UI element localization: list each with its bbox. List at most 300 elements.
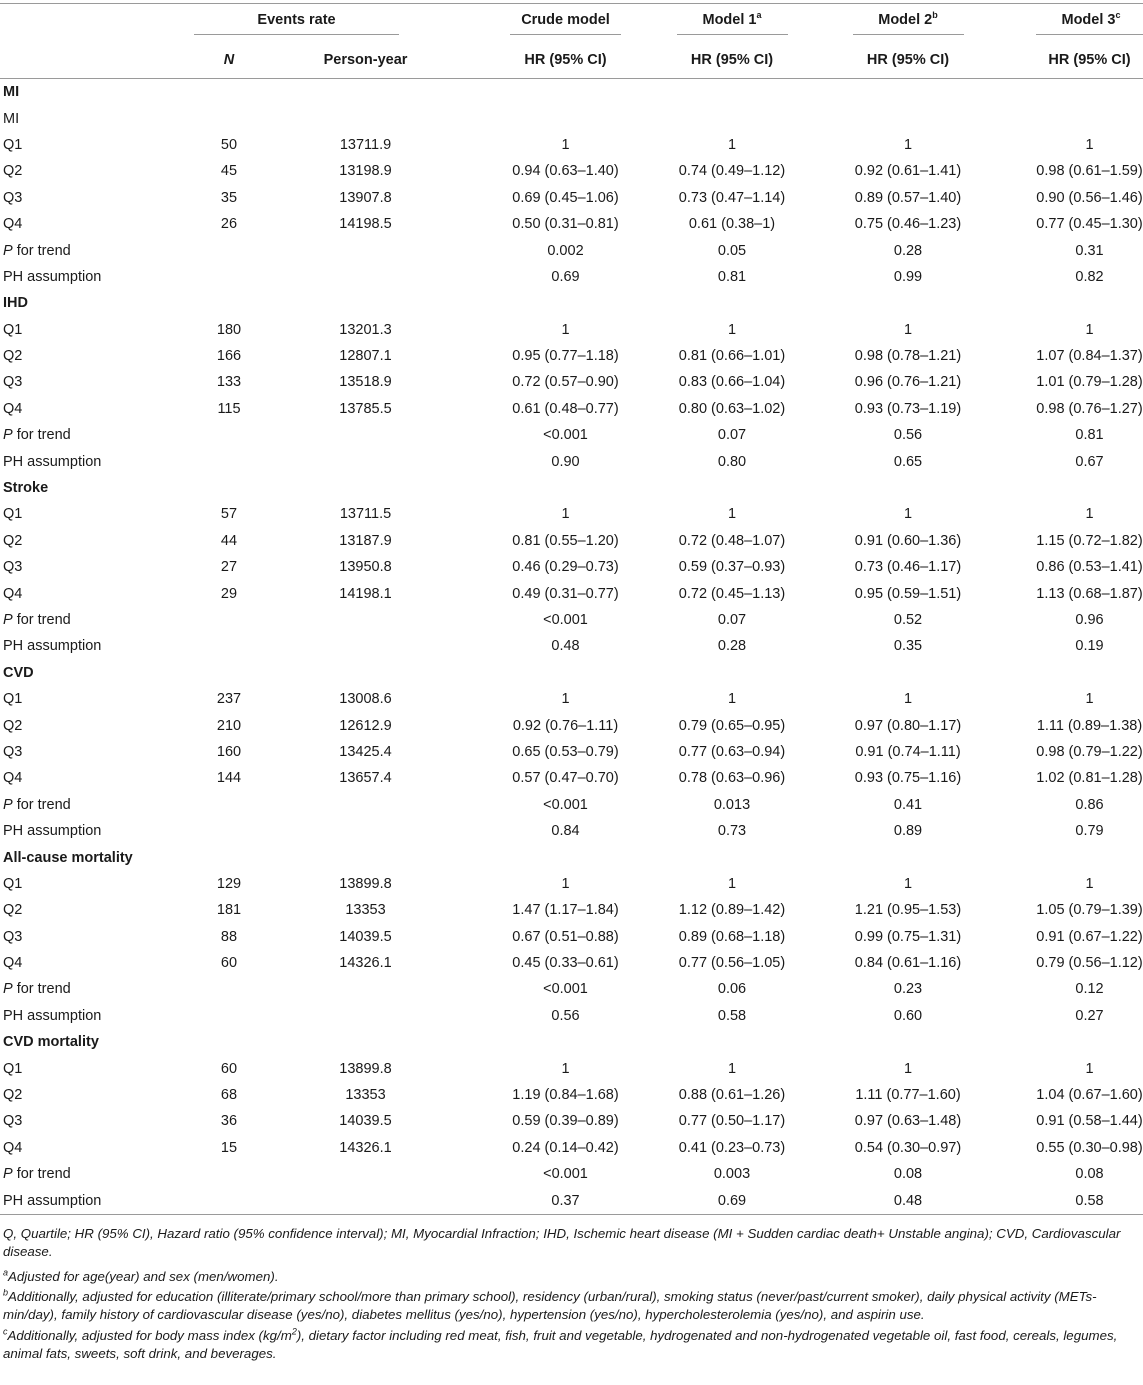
table-row	[0, 369, 1143, 395]
ph-assumption-value: 0.19	[1075, 638, 1104, 655]
person-year: 13353	[345, 902, 386, 919]
quartile-label: Q3	[3, 559, 23, 576]
model3-hr: 1	[1085, 136, 1094, 153]
table-row	[0, 897, 1143, 923]
model2-hr-header: HR (95% CI)	[866, 52, 950, 68]
p-trend-row	[0, 422, 1143, 448]
ph-assumption-value: 0.27	[1075, 1007, 1104, 1024]
table-row	[0, 528, 1143, 554]
table-row	[0, 343, 1143, 369]
model1-hr: 0.77 (0.50–1.17)	[678, 1113, 786, 1130]
person-year: 14198.1	[339, 585, 392, 602]
quartile-label: Q2	[3, 348, 23, 365]
model1-hr-header: HR (95% CI)	[690, 52, 774, 68]
model2-hr: 1.11 (0.77–1.60)	[855, 1087, 961, 1104]
quartile-label: Q4	[3, 1139, 23, 1156]
ph-assumption-value: 0.90	[551, 453, 580, 470]
p-trend-label: P for trend	[3, 612, 71, 628]
events-n: 68	[220, 1087, 238, 1104]
events-n: 210	[216, 717, 242, 734]
table-row	[0, 1108, 1143, 1134]
model2-hr: 0.89 (0.57–1.40)	[854, 189, 962, 206]
footnote-b: $^b$Additionally, adjusted for education (illiterate/primary school/more than primary school), residency (urban/rural), smoking status (never/past/current smoker), daily physical activity (METs-min/day), family history of cardiovascular disease (yes/no), diabetes mellitus (yes/no), hypertension (yes/no), hypercholesterolemia (yes/no), and aspirin use.	[3, 1287, 1097, 1323]
empty-cell	[160, 633, 298, 659]
model1-hr: 1	[727, 136, 737, 153]
crude-hr: 0.67 (0.51–0.88)	[512, 928, 619, 945]
quartile-label: Q2	[3, 717, 23, 734]
table-row	[0, 1135, 1143, 1161]
crude-hr: 0.95 (0.77–1.18)	[512, 348, 619, 365]
crude-hr: 0.59 (0.39–0.89)	[512, 1113, 619, 1130]
person-year: 13187.9	[339, 532, 392, 549]
ph-assumption-value: 0.56	[551, 1007, 580, 1024]
events-n: 180	[216, 321, 242, 338]
p-trend-value: 0.86	[1075, 796, 1104, 813]
model1-hr: 1.12 (0.89–1.42)	[678, 902, 786, 919]
crude-model-header: Crude model	[510, 12, 621, 35]
empty-cell	[298, 976, 433, 1002]
events-n: 144	[216, 770, 242, 787]
person-year: 13899.8	[339, 875, 392, 892]
p-trend-value: 0.28	[893, 242, 923, 259]
footnote-a: $^a$Adjusted for age(year) and sex (men/women).	[3, 1267, 279, 1284]
section-title: MI	[3, 84, 20, 101]
crude-hr: 0.24 (0.14–0.42)	[512, 1139, 619, 1156]
hazard-ratio-table	[0, 4, 1143, 1214]
empty-cell	[298, 264, 433, 290]
model1-hr: 0.78 (0.63–0.96)	[678, 770, 786, 787]
table-row	[0, 185, 1143, 211]
ph-assumption-value: 0.80	[717, 453, 747, 470]
ph-assumption-value: 0.28	[717, 638, 747, 655]
model1-hr: 0.79 (0.65–0.95)	[678, 717, 786, 734]
table-row	[0, 211, 1143, 237]
section-header-row	[0, 660, 1143, 686]
person-year: 13518.9	[339, 374, 392, 391]
events-n: 36	[220, 1113, 238, 1130]
model3-hr: 0.90 (0.56–1.46)	[1036, 189, 1143, 206]
p-trend-label: P for trend	[3, 981, 71, 998]
section-header-row	[0, 475, 1143, 501]
ph-assumption-value: 0.35	[893, 638, 923, 655]
quartile-label: Q2	[3, 163, 23, 180]
model2-header: Model 2$^b$	[853, 12, 964, 35]
p-trend-value: 0.41	[893, 796, 923, 813]
crude-hr: 0.57 (0.47–0.70)	[512, 770, 619, 787]
model3-hr: 0.91 (0.58–1.44)	[1036, 1113, 1143, 1130]
person-year: 13198.9	[339, 163, 392, 180]
p-trend-value: 0.81	[1075, 427, 1104, 444]
quartile-label: Q1	[3, 1060, 23, 1077]
events-n: 50	[220, 136, 238, 153]
model3-hr: 0.77 (0.45–1.30)	[1036, 216, 1143, 233]
model2-hr: 0.98 (0.78–1.21)	[854, 348, 962, 365]
p-trend-value: 0.52	[893, 612, 923, 628]
ph-assumption-row	[0, 448, 1143, 474]
ph-assumption-value: 0.37	[551, 1192, 580, 1209]
ph-assumption-label: PH assumption	[3, 638, 102, 655]
events-n: 166	[216, 348, 242, 365]
table-header	[0, 4, 1143, 79]
table-row	[0, 871, 1143, 897]
table-row	[0, 712, 1143, 738]
quartile-label: Q1	[3, 691, 23, 708]
crude-hr: 0.50 (0.31–0.81)	[512, 216, 619, 233]
p-trend-label: P for trend	[3, 427, 71, 444]
model3-hr: 0.98 (0.79–1.22)	[1036, 743, 1143, 760]
section-title: CVD mortality	[3, 1034, 99, 1051]
quartile-label: Q3	[3, 743, 23, 760]
footnotes	[0, 1215, 1143, 1364]
empty-cell	[160, 1187, 298, 1213]
section-title: Stroke	[3, 480, 49, 497]
ph-assumption-value: 0.79	[1075, 823, 1104, 840]
person-year: 13907.8	[339, 189, 392, 206]
p-trend-value: 0.08	[1075, 1166, 1104, 1183]
events-n: 60	[220, 1060, 238, 1077]
p-trend-value: 0.96	[1075, 612, 1104, 628]
events-n: 45	[220, 163, 238, 180]
person-year-header: Person-year	[323, 52, 408, 68]
model3-header: Model 3$^c$	[1036, 12, 1143, 35]
p-trend-row	[0, 237, 1143, 263]
ph-assumption-value: 0.48	[893, 1192, 923, 1209]
model1-hr: 0.41 (0.23–0.73)	[678, 1139, 786, 1156]
ph-assumption-value: 0.58	[717, 1007, 747, 1024]
model2-hr: 1	[903, 321, 913, 338]
model3-hr: 0.55 (0.30–0.98)	[1036, 1139, 1143, 1156]
ph-assumption-row	[0, 633, 1143, 659]
ph-assumption-value: 0.89	[893, 823, 923, 840]
person-year: 13201.3	[339, 321, 392, 338]
footnote-abbreviations: Q, Quartile; HR (95% CI), Hazard ratio (95% confidence interval); MI, Myocardial Infraction; IHD, Ischemic heart disease (MI + Sudden cardiac death+ Unstable angina); CVD, Cardiovascular disease.	[3, 1225, 1121, 1260]
person-year: 14326.1	[339, 1139, 392, 1156]
events-n: 237	[216, 691, 242, 708]
crude-hr: 1.19 (0.84–1.68)	[512, 1087, 619, 1104]
model1-hr: 1	[727, 691, 737, 708]
header-row-1	[0, 4, 1143, 42]
p-trend-value: 0.07	[717, 612, 747, 628]
model2-hr: 0.93 (0.73–1.19)	[854, 400, 962, 417]
person-year: 13425.4	[339, 743, 392, 760]
quartile-label: Q4	[3, 770, 23, 787]
crude-hr: 1	[561, 136, 570, 153]
empty-cell	[298, 1187, 433, 1213]
model3-hr: 1.13 (0.68–1.87)	[1036, 585, 1143, 602]
empty-cell	[298, 237, 433, 263]
model2-hr: 0.95 (0.59–1.51)	[854, 585, 962, 602]
events-n: 57	[220, 506, 238, 523]
model2-hr: 0.75 (0.46–1.23)	[854, 216, 962, 233]
p-trend-value: <0.001	[543, 981, 588, 998]
events-rate-header: Events rate	[194, 12, 399, 35]
model1-hr: 0.88 (0.61–1.26)	[678, 1087, 786, 1104]
model3-hr: 1	[1085, 875, 1094, 892]
p-trend-label: P for trend	[3, 796, 71, 813]
crude-hr: 0.45 (0.33–0.61)	[512, 955, 619, 972]
table-row	[0, 132, 1143, 158]
p-trend-value: <0.001	[543, 612, 588, 628]
quartile-label: Q1	[3, 136, 23, 153]
person-year: 14198.5	[339, 216, 392, 233]
quartile-label: Q3	[3, 374, 23, 391]
model2-hr: 0.84 (0.61–1.16)	[854, 955, 962, 972]
person-year: 13899.8	[339, 1060, 392, 1077]
model1-hr: 0.72 (0.45–1.13)	[678, 585, 786, 602]
model1-hr: 0.89 (0.68–1.18)	[678, 928, 786, 945]
person-year: 12612.9	[339, 717, 392, 734]
model2-hr: 0.96 (0.76–1.21)	[854, 374, 962, 391]
model1-header: Model 1$^a$	[677, 12, 788, 35]
model2-hr: 0.97 (0.63–1.48)	[854, 1113, 962, 1130]
empty-cell	[160, 448, 298, 474]
table-row	[0, 580, 1143, 606]
model1-hr: 1	[727, 1060, 737, 1077]
model1-hr: 1	[727, 875, 737, 892]
section-header-row	[0, 1029, 1143, 1055]
crude-hr: 0.61 (0.48–0.77)	[512, 400, 619, 417]
ph-assumption-row	[0, 1003, 1143, 1029]
model1-hr: 0.77 (0.63–0.94)	[678, 743, 786, 760]
model1-hr: 0.83 (0.66–1.04)	[678, 374, 786, 391]
ph-assumption-value: 0.48	[551, 638, 580, 655]
ph-assumption-value: 0.69	[717, 1192, 747, 1209]
p-trend-value: 0.002	[547, 242, 584, 259]
crude-hr: 0.46 (0.29–0.73)	[512, 559, 619, 576]
p-trend-value: 0.003	[713, 1166, 751, 1183]
quartile-label: Q1	[3, 875, 23, 892]
p-trend-row	[0, 792, 1143, 818]
ph-assumption-label: PH assumption	[3, 1007, 102, 1024]
model3-hr: 1.01 (0.79–1.28)	[1036, 374, 1143, 391]
ph-assumption-value: 0.65	[893, 453, 923, 470]
model1-hr: 0.77 (0.56–1.05)	[678, 955, 786, 972]
model1-hr: 0.80 (0.63–1.02)	[678, 400, 786, 417]
p-trend-row	[0, 607, 1143, 633]
model2-hr: 1.21 (0.95–1.53)	[854, 902, 962, 919]
model3-hr: 0.86 (0.53–1.41)	[1036, 559, 1143, 576]
model3-hr: 0.91 (0.67–1.22)	[1036, 928, 1143, 945]
quartile-label: Q1	[3, 321, 23, 338]
model1-hr: 0.61 (0.38–1)	[688, 216, 776, 233]
header-row-2	[0, 42, 1143, 79]
table-row	[0, 554, 1143, 580]
p-trend-value: 0.08	[893, 1166, 923, 1183]
quartile-label: Q2	[3, 1087, 23, 1104]
model3-hr: 1.07 (0.84–1.37)	[1036, 348, 1143, 365]
empty-cell	[298, 422, 433, 448]
crude-hr: 1	[561, 691, 570, 708]
section-title: CVD	[3, 664, 34, 681]
ph-assumption-value: 0.73	[717, 823, 747, 840]
events-n: 15	[220, 1139, 238, 1156]
p-trend-value: <0.001	[543, 427, 588, 444]
model1-hr: 1	[727, 321, 737, 338]
p-trend-value: 0.07	[717, 427, 747, 444]
model3-hr: 1	[1085, 321, 1094, 338]
empty-cell	[160, 792, 298, 818]
empty-cell	[160, 422, 298, 448]
p-trend-value: 0.56	[893, 427, 923, 444]
p-trend-value: <0.001	[543, 1166, 588, 1183]
model2-hr: 1	[903, 506, 913, 523]
p-trend-value: 0.31	[1075, 242, 1104, 259]
events-n: 133	[216, 374, 242, 391]
section-subtitle: MI	[3, 110, 20, 127]
table-row	[0, 1055, 1143, 1081]
person-year: 13657.4	[339, 770, 392, 787]
ph-assumption-label: PH assumption	[3, 268, 102, 285]
crude-hr-header: HR (95% CI)	[524, 52, 607, 68]
events-n: 44	[220, 532, 238, 549]
person-year: 13950.8	[339, 559, 392, 576]
empty-cell	[298, 1003, 433, 1029]
model2-hr: 1	[903, 875, 913, 892]
p-trend-row	[0, 1161, 1143, 1187]
quartile-label: Q4	[3, 400, 23, 417]
events-n: 35	[220, 189, 238, 206]
empty-cell	[298, 1161, 433, 1187]
events-n: 160	[216, 743, 242, 760]
quartile-label: Q3	[3, 1113, 23, 1130]
p-trend-value: 0.06	[717, 981, 747, 998]
ph-assumption-value: 0.99	[893, 268, 923, 285]
person-year: 12807.1	[339, 348, 392, 365]
crude-hr: 0.69 (0.45–1.06)	[512, 189, 619, 206]
ph-assumption-value: 0.81	[717, 268, 747, 285]
events-n: 27	[220, 559, 238, 576]
p-trend-label: P for trend	[3, 242, 71, 259]
ph-assumption-label: PH assumption	[3, 453, 102, 470]
model1-hr: 0.74 (0.49–1.12)	[678, 163, 786, 180]
table-row	[0, 158, 1143, 184]
ph-assumption-value: 0.60	[893, 1007, 923, 1024]
quartile-label: Q4	[3, 955, 23, 972]
model1-hr: 0.81 (0.66–1.01)	[678, 348, 786, 365]
model1-hr: 1	[727, 506, 737, 523]
model2-hr: 0.73 (0.46–1.17)	[854, 559, 962, 576]
model3-hr: 1	[1085, 1060, 1094, 1077]
crude-hr: 1.47 (1.17–1.84)	[512, 902, 619, 919]
empty-cell	[298, 633, 433, 659]
section-title: All-cause mortality	[3, 849, 133, 866]
section-subtitle-row	[0, 105, 1143, 131]
quartile-label: Q3	[3, 189, 23, 206]
table-row	[0, 765, 1143, 791]
section-header-row	[0, 844, 1143, 870]
empty-cell	[298, 818, 433, 844]
model2-hr: 0.54 (0.30–0.97)	[854, 1139, 962, 1156]
p-trend-value: <0.001	[543, 796, 588, 813]
model2-hr: 1	[903, 1060, 913, 1077]
model3-hr: 1	[1085, 691, 1094, 708]
table-page	[0, 3, 1143, 1385]
p-trend-value: 0.013	[713, 796, 751, 813]
events-n: 60	[220, 955, 238, 972]
model3-hr: 1.11 (0.89–1.38)	[1036, 717, 1143, 734]
table-row	[0, 317, 1143, 343]
model3-hr: 0.98 (0.61–1.59)	[1036, 163, 1143, 180]
table-row	[0, 686, 1143, 712]
crude-hr: 0.81 (0.55–1.20)	[512, 532, 619, 549]
table-row	[0, 396, 1143, 422]
ph-assumption-value: 0.82	[1075, 268, 1104, 285]
crude-hr: 0.65 (0.53–0.79)	[512, 743, 619, 760]
table-body	[0, 79, 1143, 1214]
crude-hr: 1	[561, 506, 570, 523]
empty-cell	[160, 1003, 298, 1029]
empty-cell	[160, 1161, 298, 1187]
ph-assumption-row	[0, 264, 1143, 290]
quartile-label: Q3	[3, 928, 23, 945]
model1-hr: 0.72 (0.48–1.07)	[678, 532, 786, 549]
model3-hr: 1.15 (0.72–1.82)	[1036, 532, 1143, 549]
crude-hr: 0.94 (0.63–1.40)	[512, 163, 619, 180]
ph-assumption-value: 0.84	[551, 823, 580, 840]
events-n: 88	[220, 928, 238, 945]
table-row	[0, 739, 1143, 765]
quartile-label: Q4	[3, 585, 23, 602]
crude-hr: 0.49 (0.31–0.77)	[512, 585, 619, 602]
person-year: 14039.5	[339, 928, 392, 945]
model3-hr: 1.05 (0.79–1.39)	[1036, 902, 1143, 919]
quartile-label: Q2	[3, 532, 23, 549]
person-year: 13711.5	[339, 506, 392, 523]
empty-cell	[298, 607, 433, 633]
p-trend-label: P for trend	[3, 1166, 71, 1183]
model1-hr: 0.59 (0.37–0.93)	[678, 559, 786, 576]
crude-hr: 1	[561, 1060, 570, 1077]
events-n: 115	[217, 400, 241, 417]
crude-hr: 0.92 (0.76–1.11)	[512, 717, 619, 734]
model2-hr: 1	[903, 691, 913, 708]
person-year: 13353	[345, 1087, 386, 1104]
n-header: N	[223, 52, 235, 68]
model2-hr: 0.91 (0.60–1.36)	[854, 532, 962, 549]
p-trend-value: 0.12	[1075, 981, 1104, 998]
section-title: IHD	[3, 295, 28, 312]
crude-hr: 0.72 (0.57–0.90)	[512, 374, 619, 391]
person-year: 14326.1	[339, 955, 392, 972]
table-row	[0, 950, 1143, 976]
quartile-label: Q4	[3, 216, 23, 233]
table-row	[0, 1082, 1143, 1108]
model1-hr: 0.73 (0.47–1.14)	[678, 189, 786, 206]
empty-cell	[298, 792, 433, 818]
empty-cell	[160, 818, 298, 844]
ph-assumption-value: 0.58	[1075, 1192, 1104, 1209]
ph-assumption-label: PH assumption	[3, 1192, 102, 1209]
model3-hr: 0.98 (0.76–1.27)	[1036, 400, 1143, 417]
section-header-row	[0, 290, 1143, 316]
model2-hr: 0.91 (0.74–1.11)	[855, 743, 961, 760]
empty-cell	[160, 607, 298, 633]
person-year: 14039.5	[339, 1113, 392, 1130]
model3-hr: 1.04 (0.67–1.60)	[1036, 1087, 1143, 1104]
ph-assumption-row	[0, 818, 1143, 844]
section-header-row	[0, 79, 1143, 106]
ph-assumption-label: PH assumption	[3, 823, 102, 840]
p-trend-value: 0.05	[717, 242, 747, 259]
events-n: 181	[216, 902, 242, 919]
ph-assumption-row	[0, 1187, 1143, 1213]
model3-hr: 1.02 (0.81–1.28)	[1036, 770, 1143, 787]
person-year: 13008.6	[339, 691, 392, 708]
events-n: 129	[216, 875, 242, 892]
p-trend-value: 0.23	[893, 981, 923, 998]
person-year: 13785.5	[339, 400, 392, 417]
ph-assumption-value: 0.69	[551, 268, 580, 285]
